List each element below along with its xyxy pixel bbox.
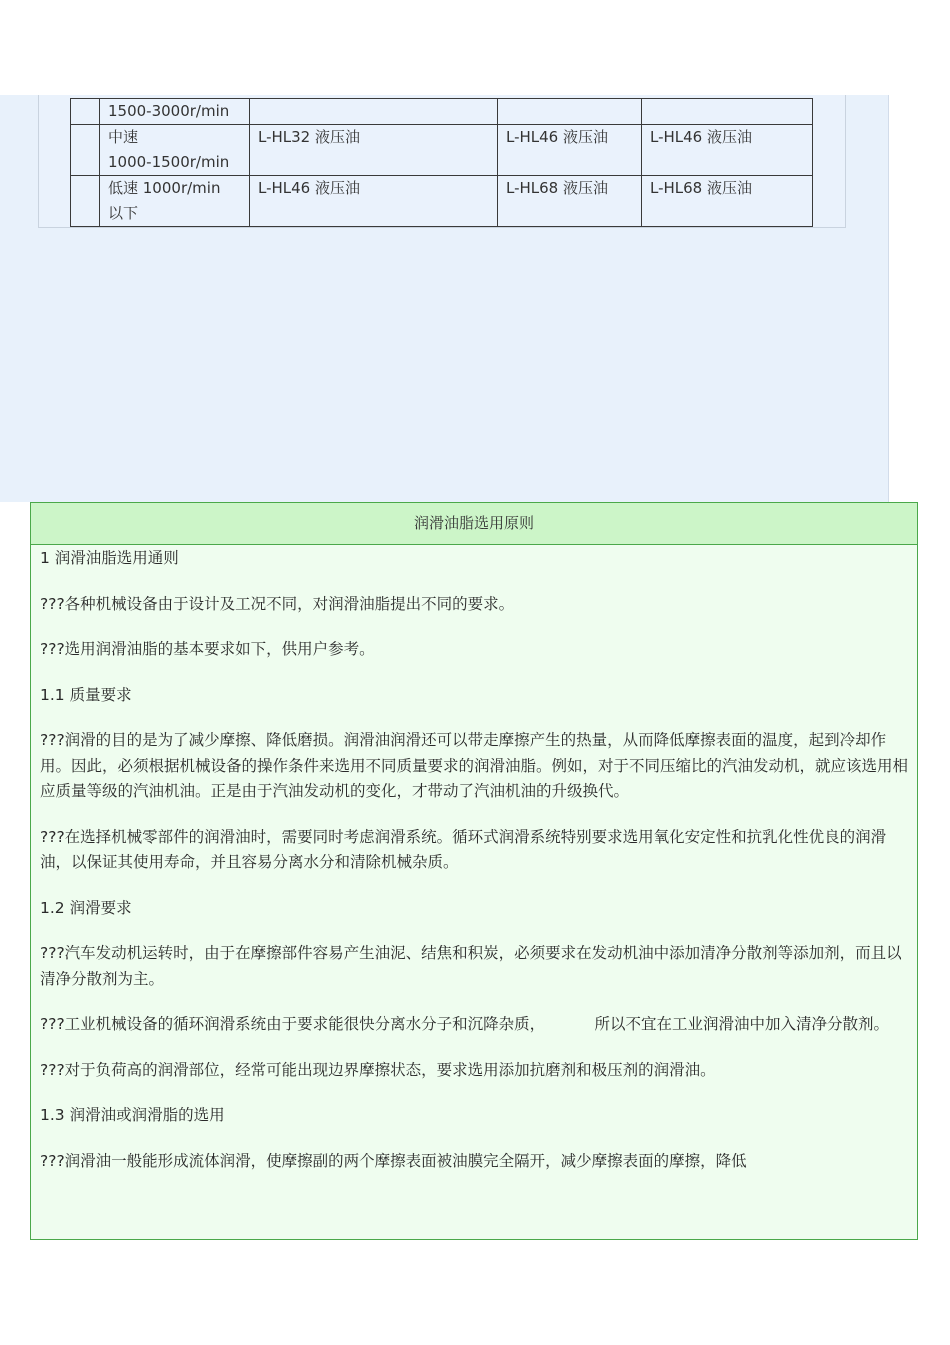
paragraph: ???各种机械设备由于设计及工况不同，对润滑油脂提出不同的要求。 bbox=[40, 594, 515, 613]
table-row bbox=[71, 176, 813, 227]
table-cell: L-HL46 液压油 bbox=[498, 125, 642, 176]
table-row bbox=[71, 125, 813, 176]
table-cell: L-HL46 液压油 bbox=[250, 176, 498, 227]
table-cell bbox=[71, 125, 100, 176]
table-cell bbox=[642, 99, 813, 125]
section-heading: 1.1 质量要求 bbox=[40, 685, 132, 704]
table-cell bbox=[71, 176, 100, 227]
table-cell bbox=[498, 99, 642, 125]
lubricant-selection-section bbox=[30, 502, 918, 1240]
paragraph: ???润滑的目的是为了减少摩擦、降低磨损。润滑油润滑还可以带走摩擦产生的热量，从而降低摩擦表面的温度，起到冷却作用。因此，必须根据机械设备的操作条件来选用不同质量要求的润滑油脂。例如，对于不同压缩比的汽油发动机，就应该选用相应质量等级的汽油机油。正是由于汽油发动机的变化，才带动了汽油机油的升级换代。 bbox=[40, 731, 909, 800]
table-cell: L-HL46 液压油 bbox=[642, 125, 813, 176]
speed-table bbox=[70, 98, 813, 227]
table-cell: L-HL68 液压油 bbox=[498, 176, 642, 227]
table-cell: L-HL68 液压油 bbox=[642, 176, 813, 227]
table-cell bbox=[250, 99, 498, 125]
table-cell bbox=[71, 99, 100, 125]
paragraph: ???对于负荷高的润滑部位，经常可能出现边界摩擦状态，要求选用添加抗磨剂和极压剂的润滑油。 bbox=[40, 1060, 716, 1079]
section-heading: 1.3 润滑油或润滑脂的选用 bbox=[40, 1106, 225, 1124]
section-body bbox=[40, 546, 908, 1194]
paragraph: ???工业机械设备的循环润滑系统由于要求能很快分离水分子和沉降杂质， 所以不宜在工业润滑油中加入清净分散剂。 bbox=[40, 1015, 889, 1033]
section-heading: 1 润滑油脂选用通则 bbox=[40, 549, 179, 567]
table-row bbox=[71, 99, 813, 125]
paragraph: ???汽车发动机运转时，由于在摩擦部件容易产生油泥、结焦和积炭，必须要求在发动机油中添加清净分散剂等添加剂，而且以清净分散剂为主。 bbox=[40, 944, 902, 988]
table-cell: 中速 1000-1500r/min bbox=[100, 125, 250, 176]
table-cell: L-HL32 液压油 bbox=[250, 125, 498, 176]
paragraph: ???在选择机械零部件的润滑油时，需要同时考虑润滑系统。循环式润滑系统特别要求选用氧化安定性和抗乳化性优良的润滑油，以保证其使用寿命，并且容易分离水分和清除机械杂质。 bbox=[40, 827, 887, 871]
section-title: 润滑油脂选用原则 bbox=[31, 503, 917, 545]
section-heading: 1.2 润滑要求 bbox=[40, 898, 132, 917]
paragraph: ???润滑油一般能形成流体润滑，使摩擦副的两个摩擦表面被油膜完全隔开，减少摩擦表面的摩擦，降低 bbox=[40, 1151, 747, 1170]
table-cell: 低速 1000r/min 以下 bbox=[100, 176, 250, 227]
table-cell: 1500-3000r/min bbox=[100, 99, 250, 125]
paragraph: ???选用润滑油脂的基本要求如下，供用户参考。 bbox=[40, 640, 375, 658]
